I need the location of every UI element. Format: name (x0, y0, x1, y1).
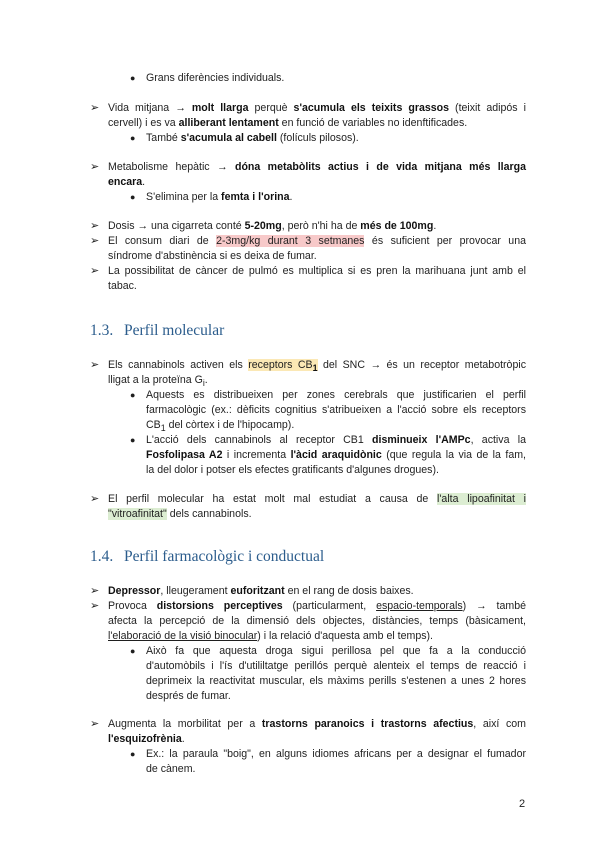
bullet-dot: ● (130, 133, 136, 143)
text-line: tabac. (108, 280, 137, 292)
text-line: Vida mitjana → molt llarga perquè s'acumula els teixits grassos (teixit adipós i (108, 102, 526, 114)
text-line: lligat a la proteïna $G_i$. (108, 374, 208, 389)
text-line: l'esquizofrènia. (108, 733, 185, 745)
bullet-dot: ● (130, 192, 136, 202)
text-line: Provoca distorsions perceptives (particularment, espacio-temporals) → també (108, 600, 526, 612)
text-line: deprimeix la reactivitat muscular, els màxims perills s'estenen a unes 2 hores (146, 675, 526, 687)
text-line: Els cannabinols activen els receptors $CB_1$ del SNC → és un receptor metabotròpic (108, 359, 526, 374)
arrow-bullet-icon: ➢ (90, 493, 100, 505)
bullet-dot: ● (130, 73, 136, 83)
arrow-bullet-icon: ➢ (90, 359, 100, 371)
arrow-bullet-icon: ➢ (90, 102, 100, 114)
arrow-bullet-icon: ➢ (90, 235, 100, 247)
text-line: Augmenta la morbilitat per a trastorns paranoics i trastorns afectius, així com (108, 718, 527, 730)
text-line: L'acció dels cannabinols al receptor CB1 disminueix l'AMPc, activa la (146, 434, 527, 446)
text-line: afecta la percepció de la dimensió dels objectes, distàncies, temps (bàsicament, (108, 615, 526, 627)
arrow-bullet-icon: ➢ (90, 161, 100, 173)
text-line: Fosfolipasa A2 i incrementa l'àcid araquidònic (que regula la via de la fam, (146, 449, 526, 461)
text-line: d'automòbils i l'ís d'utililtatge perillós perquè alenteix el temps de reacció i (146, 660, 526, 672)
text-line: "vitroafinitat" dels cannabinols. (108, 508, 252, 520)
text-line: La possibilitat de càncer de pulmó es multiplica si es pren la marihuana junt amb el (108, 265, 526, 277)
section-heading: 1.4. Perfil farmacològic i conductual (90, 548, 325, 565)
text-line: Això fa que aquesta droga sigui perillosa pel que fa a la conducció (146, 645, 526, 657)
text-line: Metabolisme hepàtic → dóna metabòlits actius i de vida mitjana més llarga (108, 161, 526, 173)
text-line: S'elimina per la femta i l'orina. (146, 191, 293, 203)
bullet-dot: ● (130, 390, 136, 400)
text-line: El perfil molecular ha estat molt mal estudiat a causa de l'alta lipoafinitat i (108, 493, 526, 505)
text-line: També s'acumula al cabell (folículs pilosos). (146, 132, 359, 144)
arrow-bullet-icon: ➢ (90, 265, 100, 277)
text-line: El consum diari de 2-3mg/kg durant 3 setmanes és suficient per provocar una (108, 235, 526, 247)
bullet-dot: ● (130, 646, 136, 656)
page-number: 2 (519, 798, 526, 810)
text-line: farmacològic (ex.: dèficits cognitius s'atribueixen a l'acció sobre els receptors (146, 404, 526, 416)
text-line: de cànem. (146, 763, 196, 775)
text-line: la del dolor i potser els efectes gratificants d'algunes drogues). (146, 464, 439, 476)
text-line: $CB_1$ del còrtex i de l'hipocamp). (146, 419, 295, 434)
text-line: Aquests es distribueixen per zones cerebrals que justificarien el perfil (146, 389, 526, 401)
text-line: després de fumar. (146, 690, 231, 702)
bullet-dot: ● (130, 749, 136, 759)
text-line: Ex.: la paraula "boig", en alguns idiomes africans per a designar el fumador (146, 748, 526, 760)
text-line: l'elaboració de la visió binocular) i la relació d'aquesta amb el temps). (108, 630, 433, 642)
section-heading: 1.3. Perfil molecular (90, 322, 225, 339)
text-line: Depressor, lleugerament euforitzant en el rang de dosis baixes. (108, 585, 414, 597)
arrow-bullet-icon: ➢ (90, 718, 100, 730)
text-line: cervell) i es va alliberant lentament en funció de variables no idenftificades. (108, 117, 468, 129)
arrow-bullet-icon: ➢ (90, 585, 100, 597)
arrow-bullet-icon: ➢ (90, 220, 100, 232)
text-line: Grans diferències individuals. (146, 72, 285, 84)
text-line: encara. (108, 176, 146, 188)
bullet-dot: ● (130, 435, 136, 445)
text-line: Dosis → una cigarreta conté 5-20mg, però n'hi ha de més de 100mg. (108, 220, 437, 232)
text-line: síndrome d'abstinència si es deixa de fumar. (108, 250, 317, 262)
arrow-bullet-icon: ➢ (90, 600, 100, 612)
